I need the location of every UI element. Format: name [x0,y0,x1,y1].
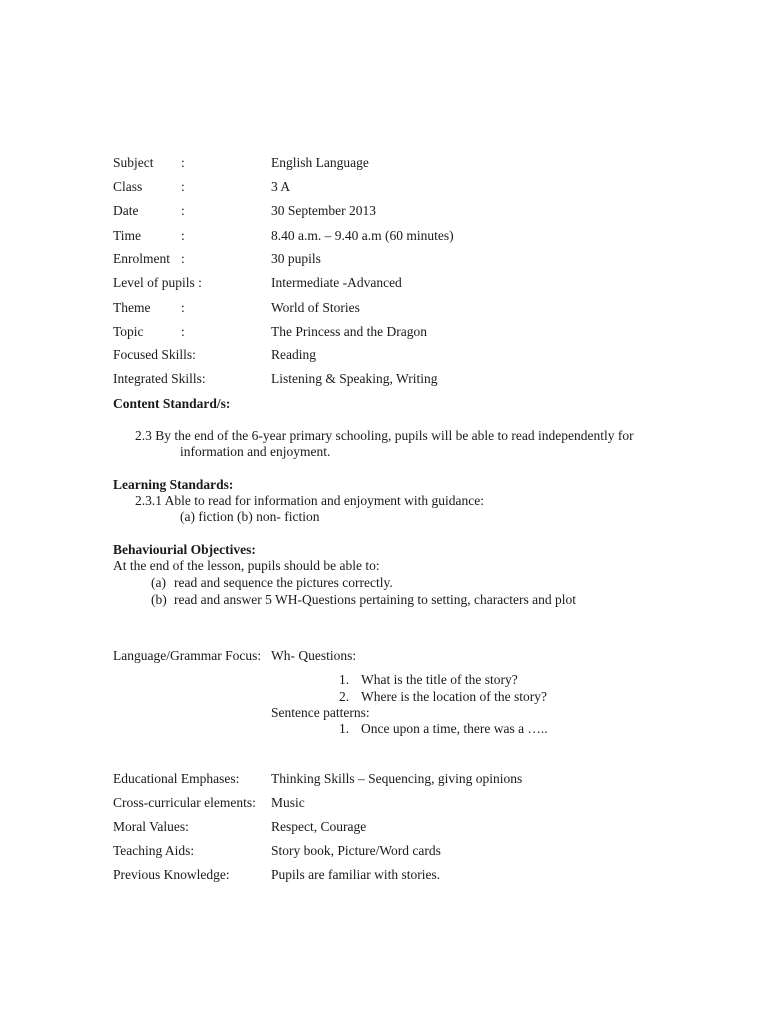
other-value-cross-curricular: Music [271,795,305,810]
info-colon: : [181,324,185,339]
sentence-patterns-label: Sentence patterns: [271,705,370,720]
other-label-educational-emphases: Educational Emphases: [113,771,240,786]
other-label-teaching-aids: Teaching Aids: [113,843,195,858]
info-label-topic: Topic [113,324,144,339]
info-label-class: Class [113,179,143,194]
info-value-subject: English Language [271,155,369,170]
info-label-subject: Subject [113,155,154,170]
question-number: 1. [339,672,350,687]
learning-standard-line: (a) fiction (b) non- fiction [180,509,320,524]
other-label-moral-values: Moral Values: [113,819,189,834]
other-value-moral-values: Respect, Courage [271,819,367,834]
info-label-date: Date [113,203,139,218]
behavioural-objectives-intro: At the end of the lesson, pupils should be able to: [113,558,380,573]
behavioural-objectives-heading: Behaviourial Objectives: [113,542,256,557]
content-standard-line: 2.3 By the end of the 6-year primary schooling, pupils will be able to read independently for [135,428,634,443]
question-text: Where is the location of the story? [361,689,547,704]
info-label-time: Time [113,228,142,243]
info-value-integrated-skills: Listening & Speaking, Writing [271,371,438,386]
info-colon: : [181,203,185,218]
info-label-focused-skills: Focused Skills: [113,347,196,362]
info-value-focused-skills: Reading [271,347,316,362]
info-label-integrated-skills: Integrated Skills: [113,371,206,386]
info-value-topic: The Princess and the Dragon [271,324,427,339]
pattern-number: 1. [339,721,350,736]
info-label-enrolment: Enrolment [113,251,170,266]
pattern-text: Once upon a time, there was a ….. [361,721,548,736]
language-focus-label: Language/Grammar Focus: [113,648,262,663]
info-colon: : [181,251,185,266]
question-number: 2. [339,689,350,704]
info-colon: : [181,179,185,194]
question-text: What is the title of the story? [361,672,518,687]
other-label-previous-knowledge: Previous Knowledge: [113,867,230,882]
info-colon: : [181,300,185,315]
info-label-theme: Theme [113,300,151,315]
info-label-level: Level of pupils : [113,275,202,290]
other-value-educational-emphases: Thinking Skills – Sequencing, giving opinions [271,771,523,786]
content-standard-heading: Content Standard/s: [113,396,231,411]
other-value-teaching-aids: Story book, Picture/Word cards [271,843,441,858]
info-value-level: Intermediate -Advanced [271,275,402,290]
objective-text: read and answer 5 WH-Questions pertaining to setting, characters and plot [174,592,577,607]
info-value-enrolment: 30 pupils [271,251,321,266]
info-colon: : [181,155,185,170]
learning-standard-line: 2.3.1 Able to read for information and enjoyment with guidance: [135,493,485,508]
info-value-theme: World of Stories [271,300,360,315]
info-value-class: 3 A [271,179,291,194]
learning-standards-heading: Learning Standards: [113,477,234,492]
other-label-cross-curricular: Cross-curricular elements: [113,795,256,810]
info-value-time: 8.40 a.m. – 9.40 a.m (60 minutes) [271,228,454,243]
language-focus-value: Wh- Questions: [271,648,357,663]
content-standard-line: information and enjoyment. [180,444,331,459]
info-colon: : [181,228,185,243]
objective-marker: (a) [151,575,166,590]
other-value-previous-knowledge: Pupils are familiar with stories. [271,867,441,882]
objective-marker: (b) [151,592,167,607]
info-value-date: 30 September 2013 [271,203,376,218]
objective-text: read and sequence the pictures correctly. [174,575,393,590]
